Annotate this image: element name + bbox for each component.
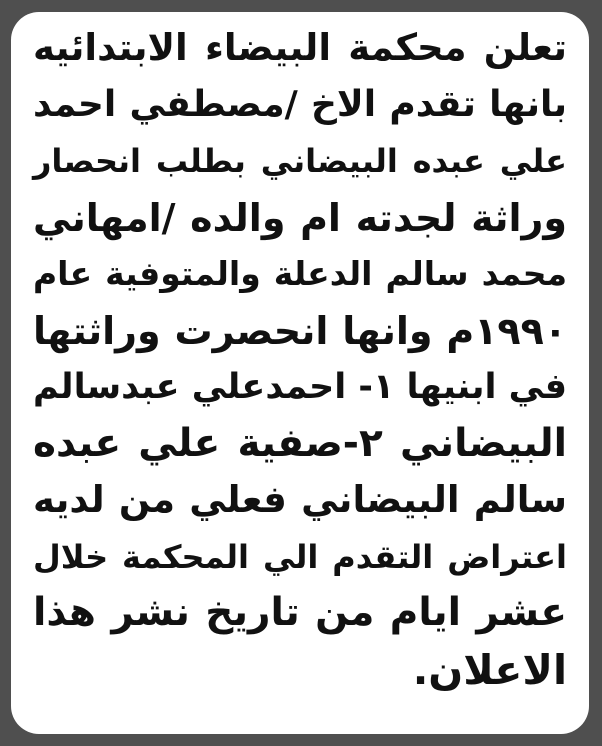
notice-line-4: وراثة لجدته ام والده /امهاني <box>33 195 567 240</box>
notice-line-8: البيضاني ٢-صفية علي عبده <box>33 420 567 466</box>
notice-line-10: اعتراض التقدم الي المحكمة خلال <box>33 537 567 576</box>
notice-line-9: سالم البيضاني فعلي من لديه <box>33 478 567 521</box>
notice-line-7: في ابنيها ١- احمدعلي عبدسالم <box>32 367 567 407</box>
notice-line-3: علي عبده البيضاني بطلب انحصار <box>33 142 567 180</box>
notice-line-12: الاعلان. <box>412 645 567 694</box>
court-notice-text <box>33 20 567 698</box>
notice-line-5: محمد سالم الدعلة والمتوفية عام <box>33 254 567 293</box>
notice-line-2: بانها تقدم الاخ /مصطفي احمد <box>33 83 567 125</box>
notice-line-1: تعلن محكمة البيضاء الابتدائيه <box>33 26 567 69</box>
notice-line-6: ١٩٩٠م وانها انحصرت وراثتها <box>33 308 567 353</box>
notice-card <box>11 12 589 734</box>
notice-line-11: عشر ايام من تاريخ نشر هذا <box>33 590 567 635</box>
